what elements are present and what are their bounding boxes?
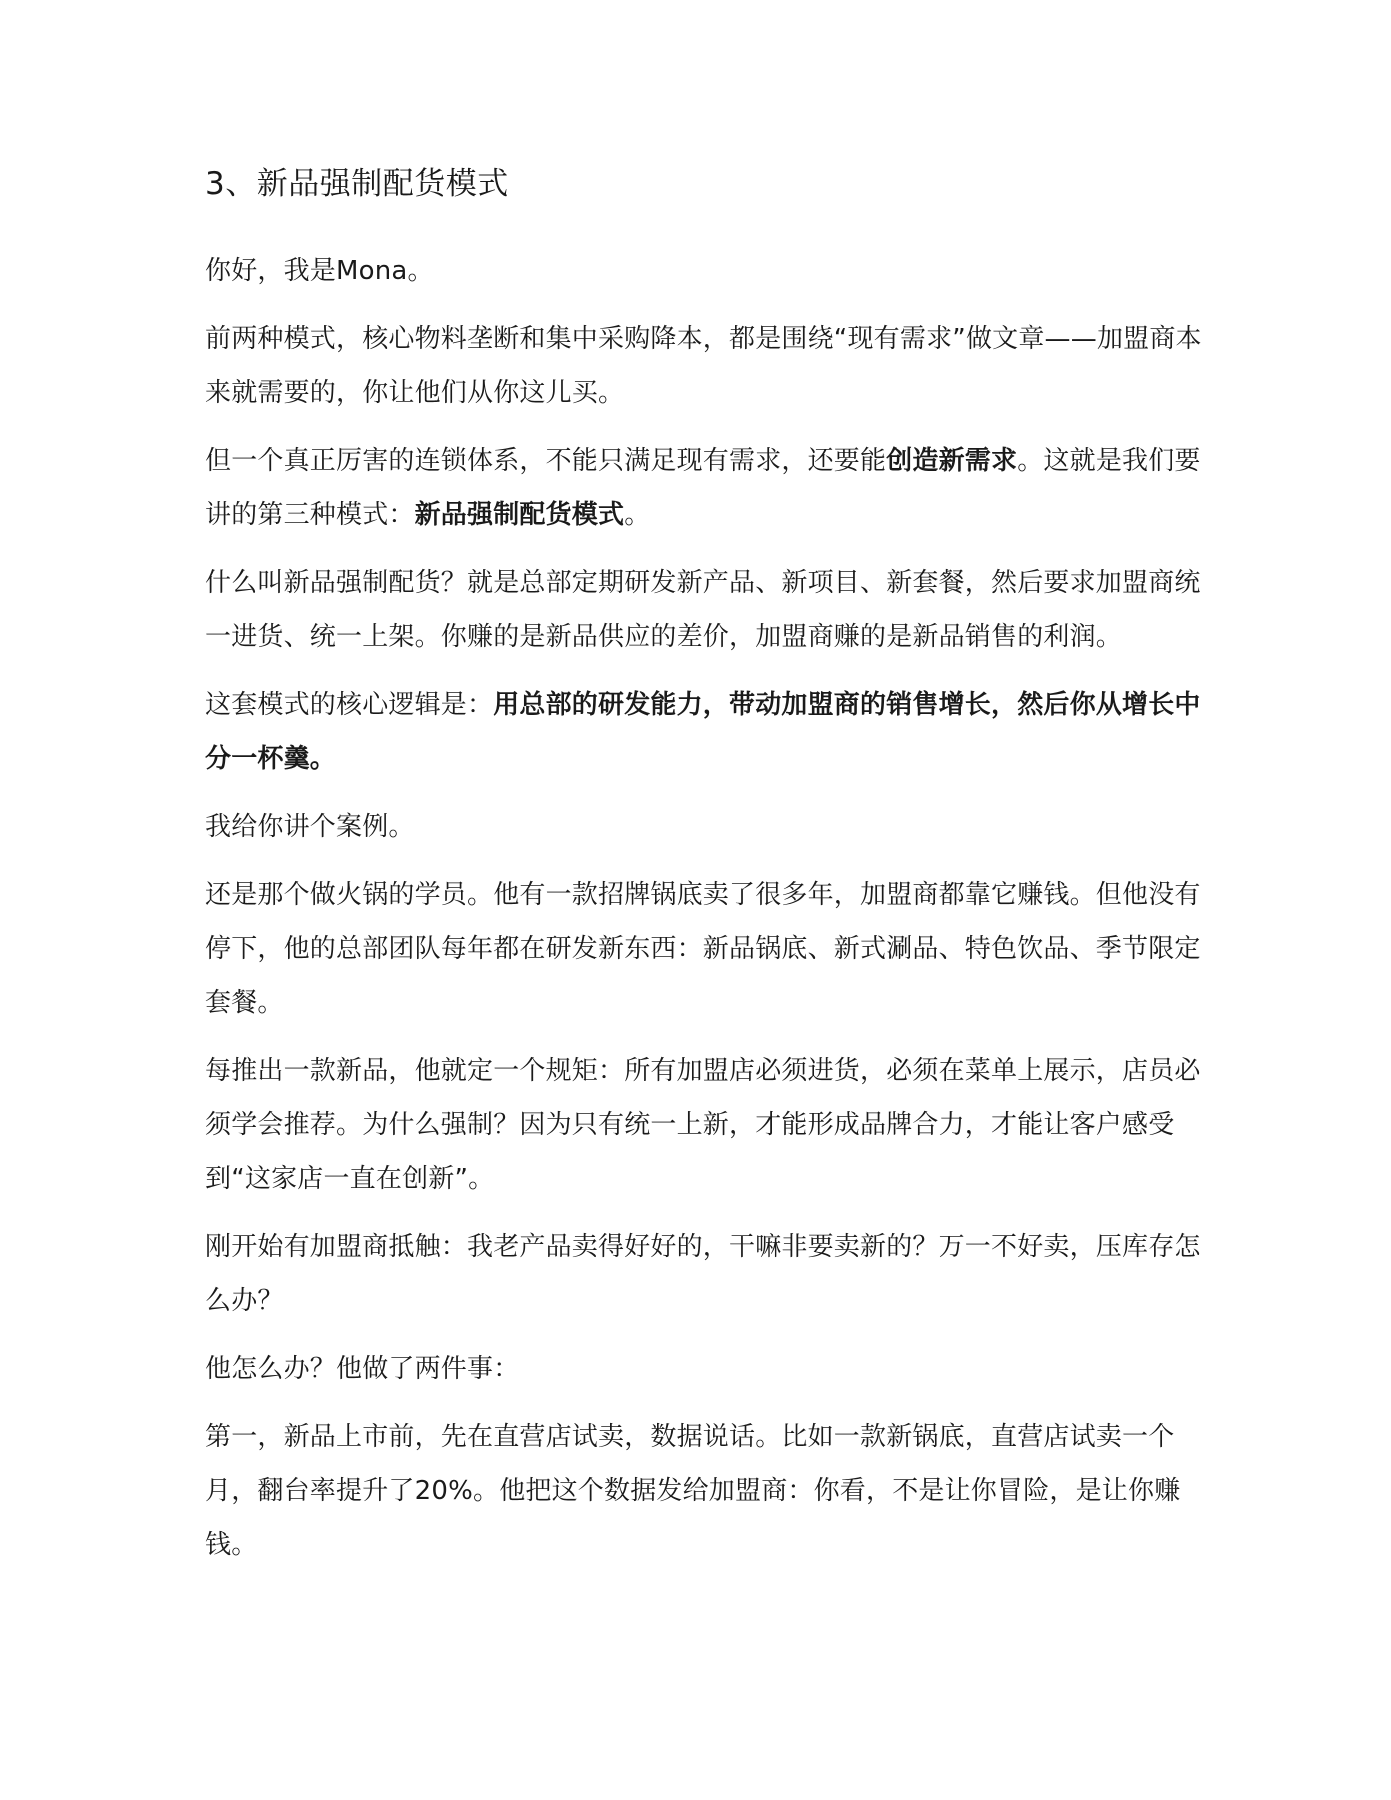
paragraph xyxy=(205,1410,1205,1572)
paragraph xyxy=(205,868,1205,1030)
paragraph xyxy=(205,1220,1205,1328)
paragraph-text: 每推出一款新品，他就定一个规矩：所有加盟店必须进货，必须在菜单上展示，店员必须学会推荐。为什么强制？因为只有统一上新，才能形成品牌合力，才能让客户感受到“这家店一直在创新”。 xyxy=(205,1056,1201,1194)
paragraph-text: 。这就是我们要讲的第三种模式： xyxy=(205,446,1201,530)
paragraph-text: 什么叫新品强制配货？就是总部定期研发新产品、新项目、新套餐，然后要求加盟商统一进货、统一上架。你赚的是新品供应的差价，加盟商赚的是新品销售的利润。 xyxy=(205,568,1201,652)
document-page xyxy=(205,160,1205,1586)
paragraph-text: 前两种模式，核心物料垄断和集中采购降本，都是围绕“现有需求”做文章——加盟商本来就需要的，你让他们从你这儿买。 xyxy=(205,324,1202,408)
paragraph-text: 你好，我是Mona。 xyxy=(205,256,434,286)
paragraph-text: 我给你讲个案例。 xyxy=(205,812,415,842)
paragraph xyxy=(205,556,1205,664)
section-title: 3、新品强制配货模式 xyxy=(205,166,509,202)
paragraph xyxy=(205,244,1205,298)
paragraph xyxy=(205,434,1205,542)
paragraph xyxy=(205,678,1205,786)
bold-text: 创造新需求 xyxy=(886,446,1018,476)
paragraph-text: 第一，新品上市前，先在直营店试卖，数据说话。比如一款新锅底，直营店试卖一个月，翻台率提升了20%。他把这个数据发给加盟商：你看，不是让你冒险，是让你赚钱。 xyxy=(205,1422,1181,1560)
paragraph xyxy=(205,800,1205,854)
paragraph-text: 这套模式的核心逻辑是： xyxy=(205,690,494,720)
paragraph xyxy=(205,1044,1205,1206)
paragraph-text: 刚开始有加盟商抵触：我老产品卖得好好的，干嘛非要卖新的？万一不好卖，压库存怎么办？ xyxy=(205,1232,1201,1316)
paragraph xyxy=(205,1342,1205,1396)
paragraph-text: 但一个真正厉害的连锁体系，不能只满足现有需求，还要能 xyxy=(205,446,887,476)
bold-text: 新品强制配货模式 xyxy=(414,500,625,530)
paragraph-list xyxy=(205,244,1205,1572)
paragraph-text: 还是那个做火锅的学员。他有一款招牌锅底卖了很多年，加盟商都靠它赚钱。但他没有停下，他的总部团队每年都在研发新东西：新品锅底、新式涮品、特色饮品、季节限定套餐。 xyxy=(205,880,1201,1018)
paragraph-text: 他怎么办？他做了两件事： xyxy=(205,1354,520,1384)
paragraph-text: 。 xyxy=(624,500,651,530)
paragraph xyxy=(205,312,1205,420)
bold-text: 用总部的研发能力，带动加盟商的销售增长，然后你从增长中分一杯羹。 xyxy=(205,690,1201,774)
